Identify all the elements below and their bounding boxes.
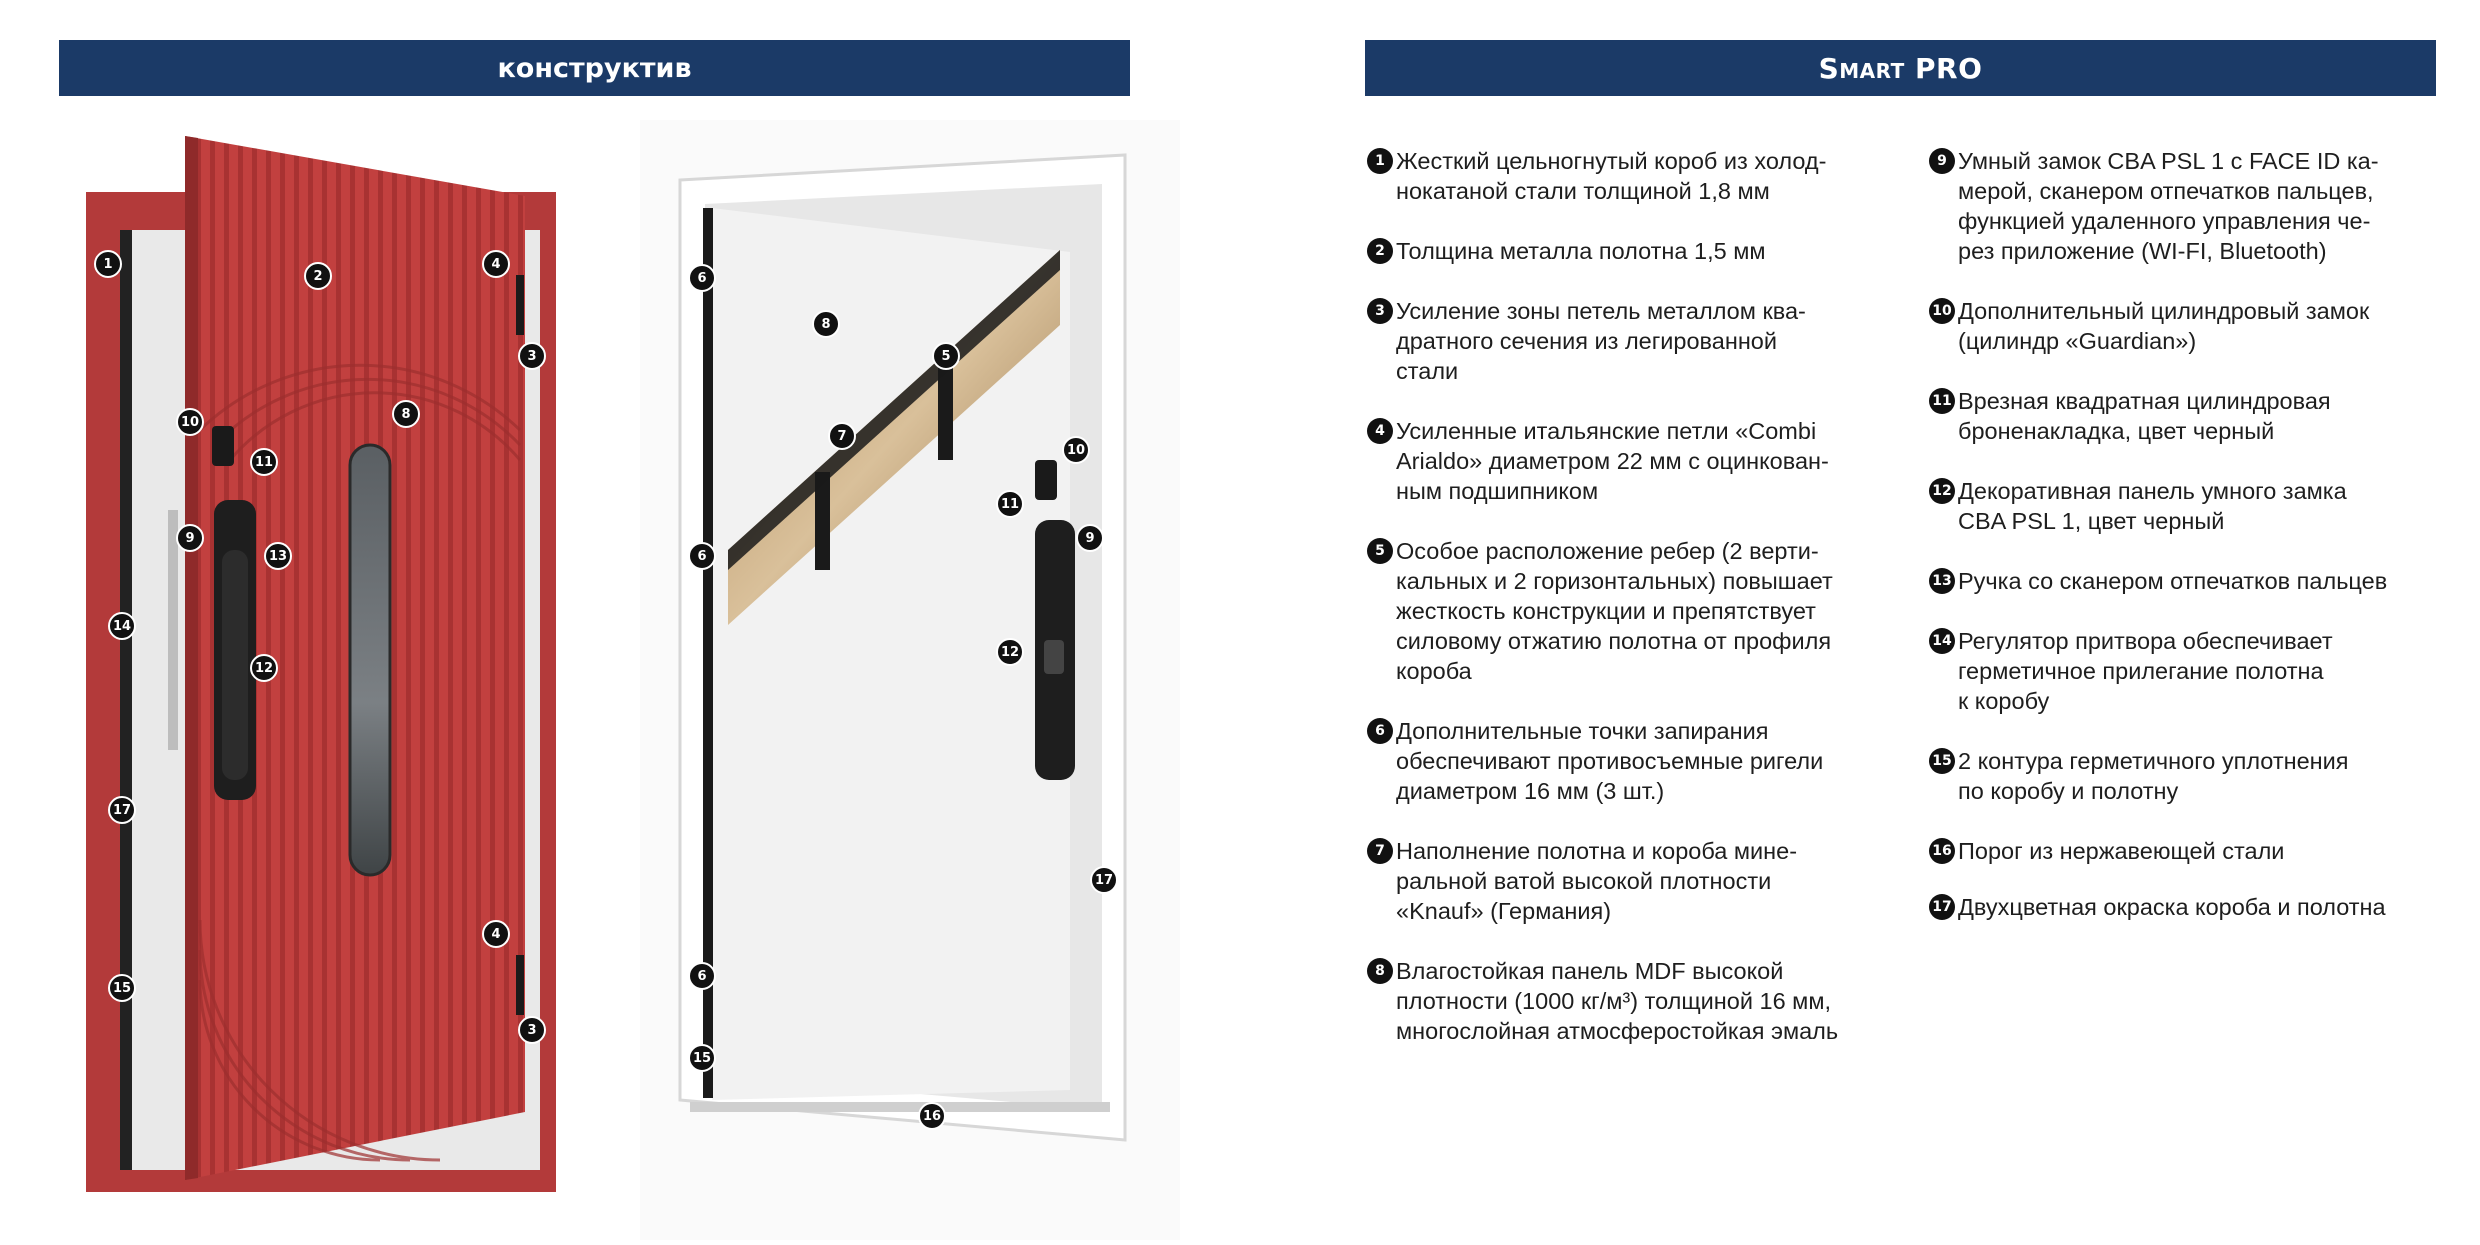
marker-16: 16 xyxy=(918,1102,946,1130)
marker-4-top: 4 xyxy=(482,250,510,278)
feature-item-1 xyxy=(1367,146,1897,206)
marker-6-top: 6 xyxy=(688,264,716,292)
door-diagram xyxy=(0,100,1240,1240)
feature-description: Порог из нержавеющей стали xyxy=(1958,838,2285,864)
marker-13: 13 xyxy=(264,542,292,570)
marker-10: 10 xyxy=(176,408,204,436)
feature-number-badge: 16 xyxy=(1929,838,1955,864)
marker-5: 5 xyxy=(932,342,960,370)
feature-item-11 xyxy=(1929,386,2459,446)
marker-10-interior: 10 xyxy=(1062,436,1090,464)
feature-description: Ручка со сканером отпечатков пальцев xyxy=(1958,568,2388,594)
feature-description: Двухцветная окраска короба и полотна xyxy=(1958,894,2386,920)
marker-15-interior: 15 xyxy=(688,1044,716,1072)
interior-cylinder xyxy=(1035,460,1057,500)
door-illustrations xyxy=(0,100,1240,1240)
marker-11-interior: 11 xyxy=(996,490,1024,518)
feature-item-8 xyxy=(1367,956,1897,1046)
feature-description: Толщина металла полотна 1,5 мм xyxy=(1396,238,1766,264)
section-title-model xyxy=(1365,40,2436,96)
marker-8: 8 xyxy=(392,400,420,428)
glass-insert xyxy=(350,445,390,875)
feature-number-badge: 9 xyxy=(1929,148,1955,174)
feature-item-16 xyxy=(1929,836,2459,866)
marker-6-bottom: 6 xyxy=(688,962,716,990)
feature-number-badge: 13 xyxy=(1929,568,1955,594)
feature-item-4 xyxy=(1367,416,1897,506)
exterior-door xyxy=(86,136,556,1192)
section-title-construction xyxy=(59,40,1130,96)
feature-item-9 xyxy=(1929,146,2459,266)
threshold xyxy=(690,1102,1110,1112)
feature-number-badge: 5 xyxy=(1367,538,1393,564)
feature-number-badge: 7 xyxy=(1367,838,1393,864)
feature-item-14 xyxy=(1929,626,2459,716)
feature-description: Дополнительный цилиндровый замок (цилиндр «Guardian») xyxy=(1958,298,2370,354)
marker-9: 9 xyxy=(176,524,204,552)
feature-number-badge: 15 xyxy=(1929,748,1955,774)
marker-15: 15 xyxy=(108,974,136,1002)
marker-17-interior: 17 xyxy=(1090,866,1118,894)
feature-item-17 xyxy=(1929,892,2459,922)
feature-number-badge: 3 xyxy=(1367,298,1393,324)
marker-9-interior: 9 xyxy=(1076,524,1104,552)
feature-item-10 xyxy=(1929,296,2459,356)
feature-description: Жесткий цельногнутый короб из холод- нокатаной стали толщиной 1,8 мм xyxy=(1396,148,1827,204)
feature-description: Умный замок CBA PSL 1 с FACE ID ка- мерой, сканером отпечатков пальцев, функцией удаленного управления че- рез приложение (WI-FI, Bluetooth) xyxy=(1958,148,2379,264)
marker-17: 17 xyxy=(108,796,136,824)
marker-6-mid: 6 xyxy=(688,542,716,570)
feature-number-badge: 6 xyxy=(1367,718,1393,744)
marker-1: 1 xyxy=(94,250,122,278)
feature-number-badge: 12 xyxy=(1929,478,1955,504)
feature-description: Усиление зоны петель металлом ква- дратного сечения из легированной стали xyxy=(1396,298,1806,384)
feature-item-2 xyxy=(1367,236,1897,266)
feature-item-15 xyxy=(1929,746,2459,806)
feature-description: Усиленные итальянские петли «Combi Arialdo» диаметром 22 мм с оцинкован- ным подшипником xyxy=(1396,418,1829,504)
marker-11: 11 xyxy=(250,448,278,476)
feature-list-column-2 xyxy=(1929,146,2459,922)
feature-number-badge: 1 xyxy=(1367,148,1393,174)
marker-3-bottom: 3 xyxy=(518,1016,546,1044)
feature-number-badge: 14 xyxy=(1929,628,1955,654)
marker-2: 2 xyxy=(304,262,332,290)
feature-description: 2 контура герметичного уплотнения по коробу и полотну xyxy=(1958,748,2349,804)
feature-description: Врезная квадратная цилиндровая броненакладка, цвет черный xyxy=(1958,388,2331,444)
feature-item-12 xyxy=(1929,476,2459,536)
feature-item-7 xyxy=(1367,836,1897,926)
interior-door xyxy=(640,120,1180,1240)
marker-12-interior: 12 xyxy=(996,638,1024,666)
cylinder-lock xyxy=(212,426,234,466)
marker-14: 14 xyxy=(108,612,136,640)
feature-description: Наполнение полотна и короба мине- ральной ватой высокой плотности «Knauf» (Германия) xyxy=(1396,838,1798,924)
feature-item-6 xyxy=(1367,716,1897,806)
section-title-model-text: Smart PRO xyxy=(1818,51,1983,85)
marker-12: 12 xyxy=(250,654,278,682)
feature-description: Влагостойкая панель MDF высокой плотности (1000 кг/м³) толщиной 16 мм, многослойная атмосферостойкая эмаль xyxy=(1396,958,1839,1044)
feature-description: Дополнительные точки запирания обеспечивают противосъемные ригели диаметром 16 мм (3 шт.) xyxy=(1396,718,1824,804)
handle xyxy=(222,550,248,780)
feature-number-badge: 4 xyxy=(1367,418,1393,444)
marker-8-interior: 8 xyxy=(812,310,840,338)
feature-description: Особое расположение ребер (2 верти- кальных и 2 горизонтальных) повышает жесткость конструкции и препятствует силовому отжатию полотна от профиля короба xyxy=(1396,538,1833,684)
feature-item-13 xyxy=(1929,566,2459,596)
section-title-construction-text: конструктив xyxy=(497,52,692,84)
feature-description: Декоративная панель умного замка CBA PSL 1, цвет черный xyxy=(1958,478,2347,534)
marker-7: 7 xyxy=(828,422,856,450)
feature-number-badge: 2 xyxy=(1367,238,1393,264)
marker-4-bottom: 4 xyxy=(482,920,510,948)
feature-description: Регулятор притвора обеспечивает герметичное прилегание полотна к коробу xyxy=(1958,628,2333,714)
feature-number-badge: 17 xyxy=(1929,894,1955,920)
feature-number-badge: 11 xyxy=(1929,388,1955,414)
feature-item-3 xyxy=(1367,296,1897,386)
feature-number-badge: 10 xyxy=(1929,298,1955,324)
feature-number-badge: 8 xyxy=(1367,958,1393,984)
feature-item-5 xyxy=(1367,536,1897,686)
marker-3-top: 3 xyxy=(518,342,546,370)
feature-list-column-1 xyxy=(1367,146,1897,1046)
lock-bolts xyxy=(168,510,178,750)
